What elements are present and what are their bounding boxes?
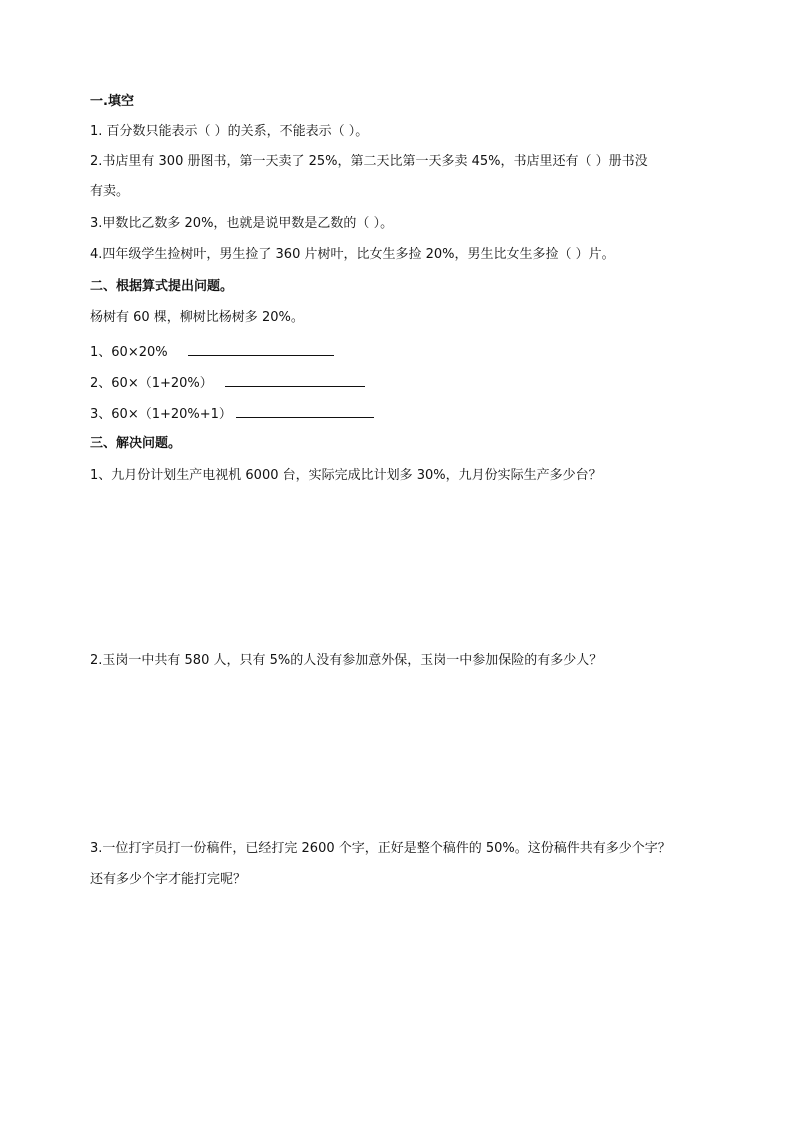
formula-item-3 <box>90 403 374 424</box>
section2-heading: 二、根据算式提出问题。 <box>90 279 234 294</box>
question-1-2-line2: 有卖。 <box>90 184 130 199</box>
section1-heading: 一.填空 <box>90 94 134 109</box>
section3-heading: 三、解决问题。 <box>90 436 182 451</box>
answer-blank[interactable] <box>225 372 365 387</box>
problem-3-1: 1、九月份计划生产电视机 6000 台，实际完成比计划多 30%，九月份实际生产多少台？ <box>90 468 602 483</box>
question-1-3: 3.甲数比乙数多 20%，也就是说甲数是乙数的（ ）。 <box>90 216 394 231</box>
problem-3-3-line1: 3.一位打字员打一份稿件，已经打完 2600 个字，正好是整个稿件的 50%。这份稿件共有多少个字？ <box>90 841 671 856</box>
question-1-2-line1: 2.书店里有 300 册图书，第一天卖了 25%，第二天比第一天多卖 45%，书店里还有（ ）册书没 <box>90 154 648 169</box>
formula-item-2 <box>90 372 365 393</box>
formula-item-1 <box>90 341 334 362</box>
question-1-4: 4.四年级学生捡树叶，男生捡了 360 片树叶，比女生多捡 20%，男生比女生多捡（ ）片。 <box>90 247 615 262</box>
formula-text: 2、60×（1+20%） <box>90 376 213 391</box>
problem-3-2: 2.玉岗一中共有 580 人，只有 5%的人没有参加意外保，玉岗一中参加保险的有多少人？ <box>90 653 603 668</box>
formula-text: 3、60×（1+20%+1） <box>90 407 232 422</box>
formula-text: 1、60×20% <box>90 345 168 360</box>
answer-blank[interactable] <box>188 341 334 356</box>
answer-blank[interactable] <box>236 403 374 418</box>
problem-3-3-line2: 还有多少个字才能打完呢？ <box>90 872 247 887</box>
section2-intro: 杨树有 60 棵，柳树比杨树多 20%。 <box>90 310 304 325</box>
question-1-1: 1. 百分数只能表示（ ）的关系，不能表示（ ）。 <box>90 124 369 139</box>
